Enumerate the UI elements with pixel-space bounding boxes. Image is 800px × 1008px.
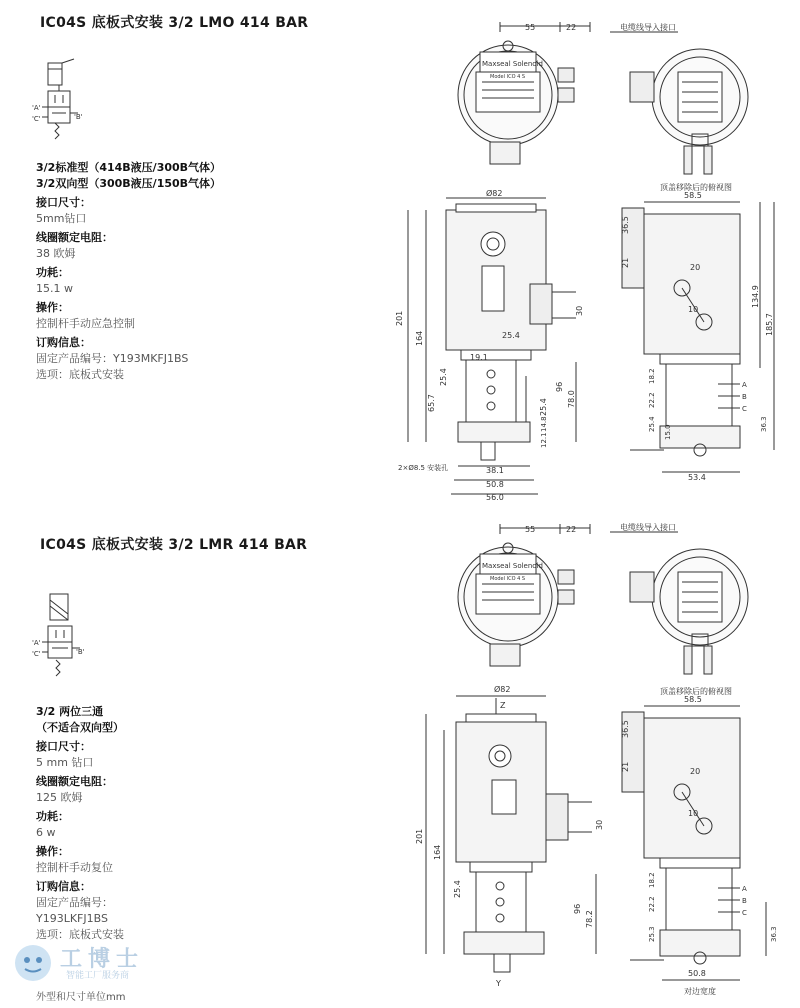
spec-resistance-heading: 线圈额定电阻： [36,775,113,788]
dim-20: 20 [690,263,701,272]
dim-19-1: 19.1 [470,353,488,362]
dim-55: 55 [525,525,536,534]
spec-type-2: 3/2双向型（300B液压/150B气体） [36,177,222,190]
dim-22-2: 22.2 [648,896,656,912]
spec-order-part: Y193LKFJ1BS [36,912,108,925]
front-view-drawing [396,186,616,500]
dim-25-4-top: 25.4 [502,331,520,340]
port-label-c: C [742,405,747,413]
dim-164: 164 [433,844,442,860]
valve-symbol-diagram [30,588,100,688]
spec-operation-value: 控制杆手动复位 [36,861,113,874]
section-title: IC04S 底板式安装 3/2 LMO 414 BAR [40,15,309,31]
dim-134-9: 134.9 [751,285,760,308]
cover-removed-view [608,522,768,682]
spec-operation-heading: 操作： [36,301,69,314]
spec-order-option: 选项：底板式安装 [36,368,124,381]
spec-power-heading: 功耗： [36,810,69,823]
front-view-drawing [396,684,616,998]
spec-port-value: 5mm钻口 [36,212,87,225]
note-cover-removed: 顶盖移除后的俯视图 [660,687,732,696]
port-a-label: 'A' [32,639,41,647]
dim-25-4: 25.4 [648,416,656,432]
dim-50-8: 50.8 [486,480,504,489]
spec-resistance-value: 38 欧姆 [36,247,76,260]
note-cable-entry: 电缆线导入接口 [620,523,676,532]
dim-38-1: 38.1 [486,466,504,475]
dim-25-4-right: 25.4 [539,398,548,416]
dim-10: 10 [688,305,699,314]
axis-z: Z [500,701,506,710]
spec-port-heading: 接口尺寸： [36,740,91,753]
cover-removed-view [608,22,768,182]
section-lmr [0,500,800,1008]
dim-18-2: 18.2 [648,872,656,888]
spec-order-heading: 订购信息： [36,880,91,893]
dim-56-0: 56.0 [486,493,504,502]
section-lmo [0,0,800,500]
spec-power-value: 6 w [36,826,56,839]
dim-22: 22 [566,525,577,534]
dim-15-0: 15.0 [664,424,672,440]
dim-96: 96 [573,903,582,914]
port-label-b: B [742,897,747,905]
dim-18-2: 18.2 [648,368,656,384]
nameplate-text: Maxseal Solenoid [482,60,543,68]
dim-78-2: 78.2 [585,910,594,928]
spec-order-part: 固定产品编号：Y193MKFJ1BS [36,352,189,365]
note-mounting-holes: 2×Ø8.5 安装孔 [398,464,449,472]
dim-22-2: 22.2 [648,392,656,408]
note-cover-removed: 顶盖移除后的俯视图 [660,183,732,192]
nameplate-text: Maxseal Solenoid [482,562,543,570]
section-title: IC04S 底板式安装 3/2 LMR 414 BAR [40,537,308,553]
spec-operation-heading: 操作： [36,845,69,858]
port-label-b: B [742,393,747,401]
dim-36-3: 36.3 [770,926,778,942]
spec-list [36,160,286,383]
spec-type-1: 3/2 两位三通 [36,705,104,718]
dim-96: 96 [555,381,564,392]
dim-201: 201 [415,828,424,844]
dim-53-4: 53.4 [688,473,706,482]
spec-type-1: 3/2标准型（414B液压/300B气体） [36,161,222,174]
dim-36-3: 36.3 [760,416,768,432]
note-cable-entry: 电缆线导入接口 [620,23,676,32]
spec-operation-value: 控制杆手动应急控制 [36,317,135,330]
port-c-label: 'C' [32,115,41,123]
dim-12-1: 12.1 [540,432,548,448]
dim-25-4-left: 25.4 [439,368,448,386]
dim-185-7: 185.7 [765,313,774,336]
note-across-flats: 对边宽度 [684,987,716,996]
dim-164: 164 [415,330,424,346]
watermark-brand: 工博士 [60,947,145,972]
right-view-drawing [600,692,780,998]
spec-list [36,704,286,943]
spec-power-value: 15.1 w [36,282,73,295]
port-label-a: A [742,885,747,893]
spec-resistance-heading: 线圈额定电阻： [36,231,113,244]
spec-port-heading: 接口尺寸： [36,196,91,209]
dim-d82: Ø82 [494,685,511,694]
top-view-drawing [440,20,610,170]
port-b-label: 'B' [74,113,83,121]
spec-order-part-label: 固定产品编号： [36,896,113,909]
dim-50-8: 50.8 [688,969,706,978]
dim-20: 20 [690,767,701,776]
dim-14-8: 14.8 [540,416,548,432]
port-c-label: 'C' [32,650,41,658]
port-label-c: C [742,909,747,917]
watermark-sub: 智能工厂服务商 [66,971,130,981]
dim-55: 55 [525,23,536,32]
watermark [8,938,168,988]
dim-d82: Ø82 [486,189,503,198]
port-label-a: A [742,381,747,389]
right-view-drawing [600,188,780,488]
dim-10: 10 [688,809,699,818]
dim-58-5: 58.5 [684,191,702,200]
dim-36-5: 36.5 [621,216,630,234]
port-b-label: 'B' [76,648,85,656]
port-a-label: 'A' [32,104,41,112]
spec-port-value: 5 mm 钻口 [36,756,94,769]
top-view-drawing [440,522,610,672]
dim-78-0: 78.0 [567,390,576,408]
dim-36-5: 36.5 [621,720,630,738]
dim-25-4: 25.4 [453,880,462,898]
dim-65-7: 65.7 [427,394,436,412]
nameplate-model: Model ICO 4 S [490,576,526,582]
dim-22: 22 [566,23,577,32]
dim-30: 30 [595,819,604,830]
robot-logo-icon [8,938,58,988]
nameplate-model: Model ICO 4 S [490,74,526,80]
dim-21: 21 [621,257,630,268]
spec-order-heading: 订购信息： [36,336,91,349]
dim-21: 21 [621,761,630,772]
dim-25-3: 25.3 [648,926,656,942]
dim-201: 201 [395,310,404,326]
valve-symbol-diagram [30,55,100,145]
spec-resistance-value: 125 欧姆 [36,791,83,804]
dim-58-5: 58.5 [684,695,702,704]
spec-type-2: （不适合双向型） [36,721,124,734]
dim-30: 30 [575,305,584,316]
footer-units-note: 外型和尺寸单位mm [36,992,126,1003]
axis-y: Y [496,979,501,988]
spec-order-option: 选项：底板式安装 [36,928,124,941]
spec-power-heading: 功耗： [36,266,69,279]
